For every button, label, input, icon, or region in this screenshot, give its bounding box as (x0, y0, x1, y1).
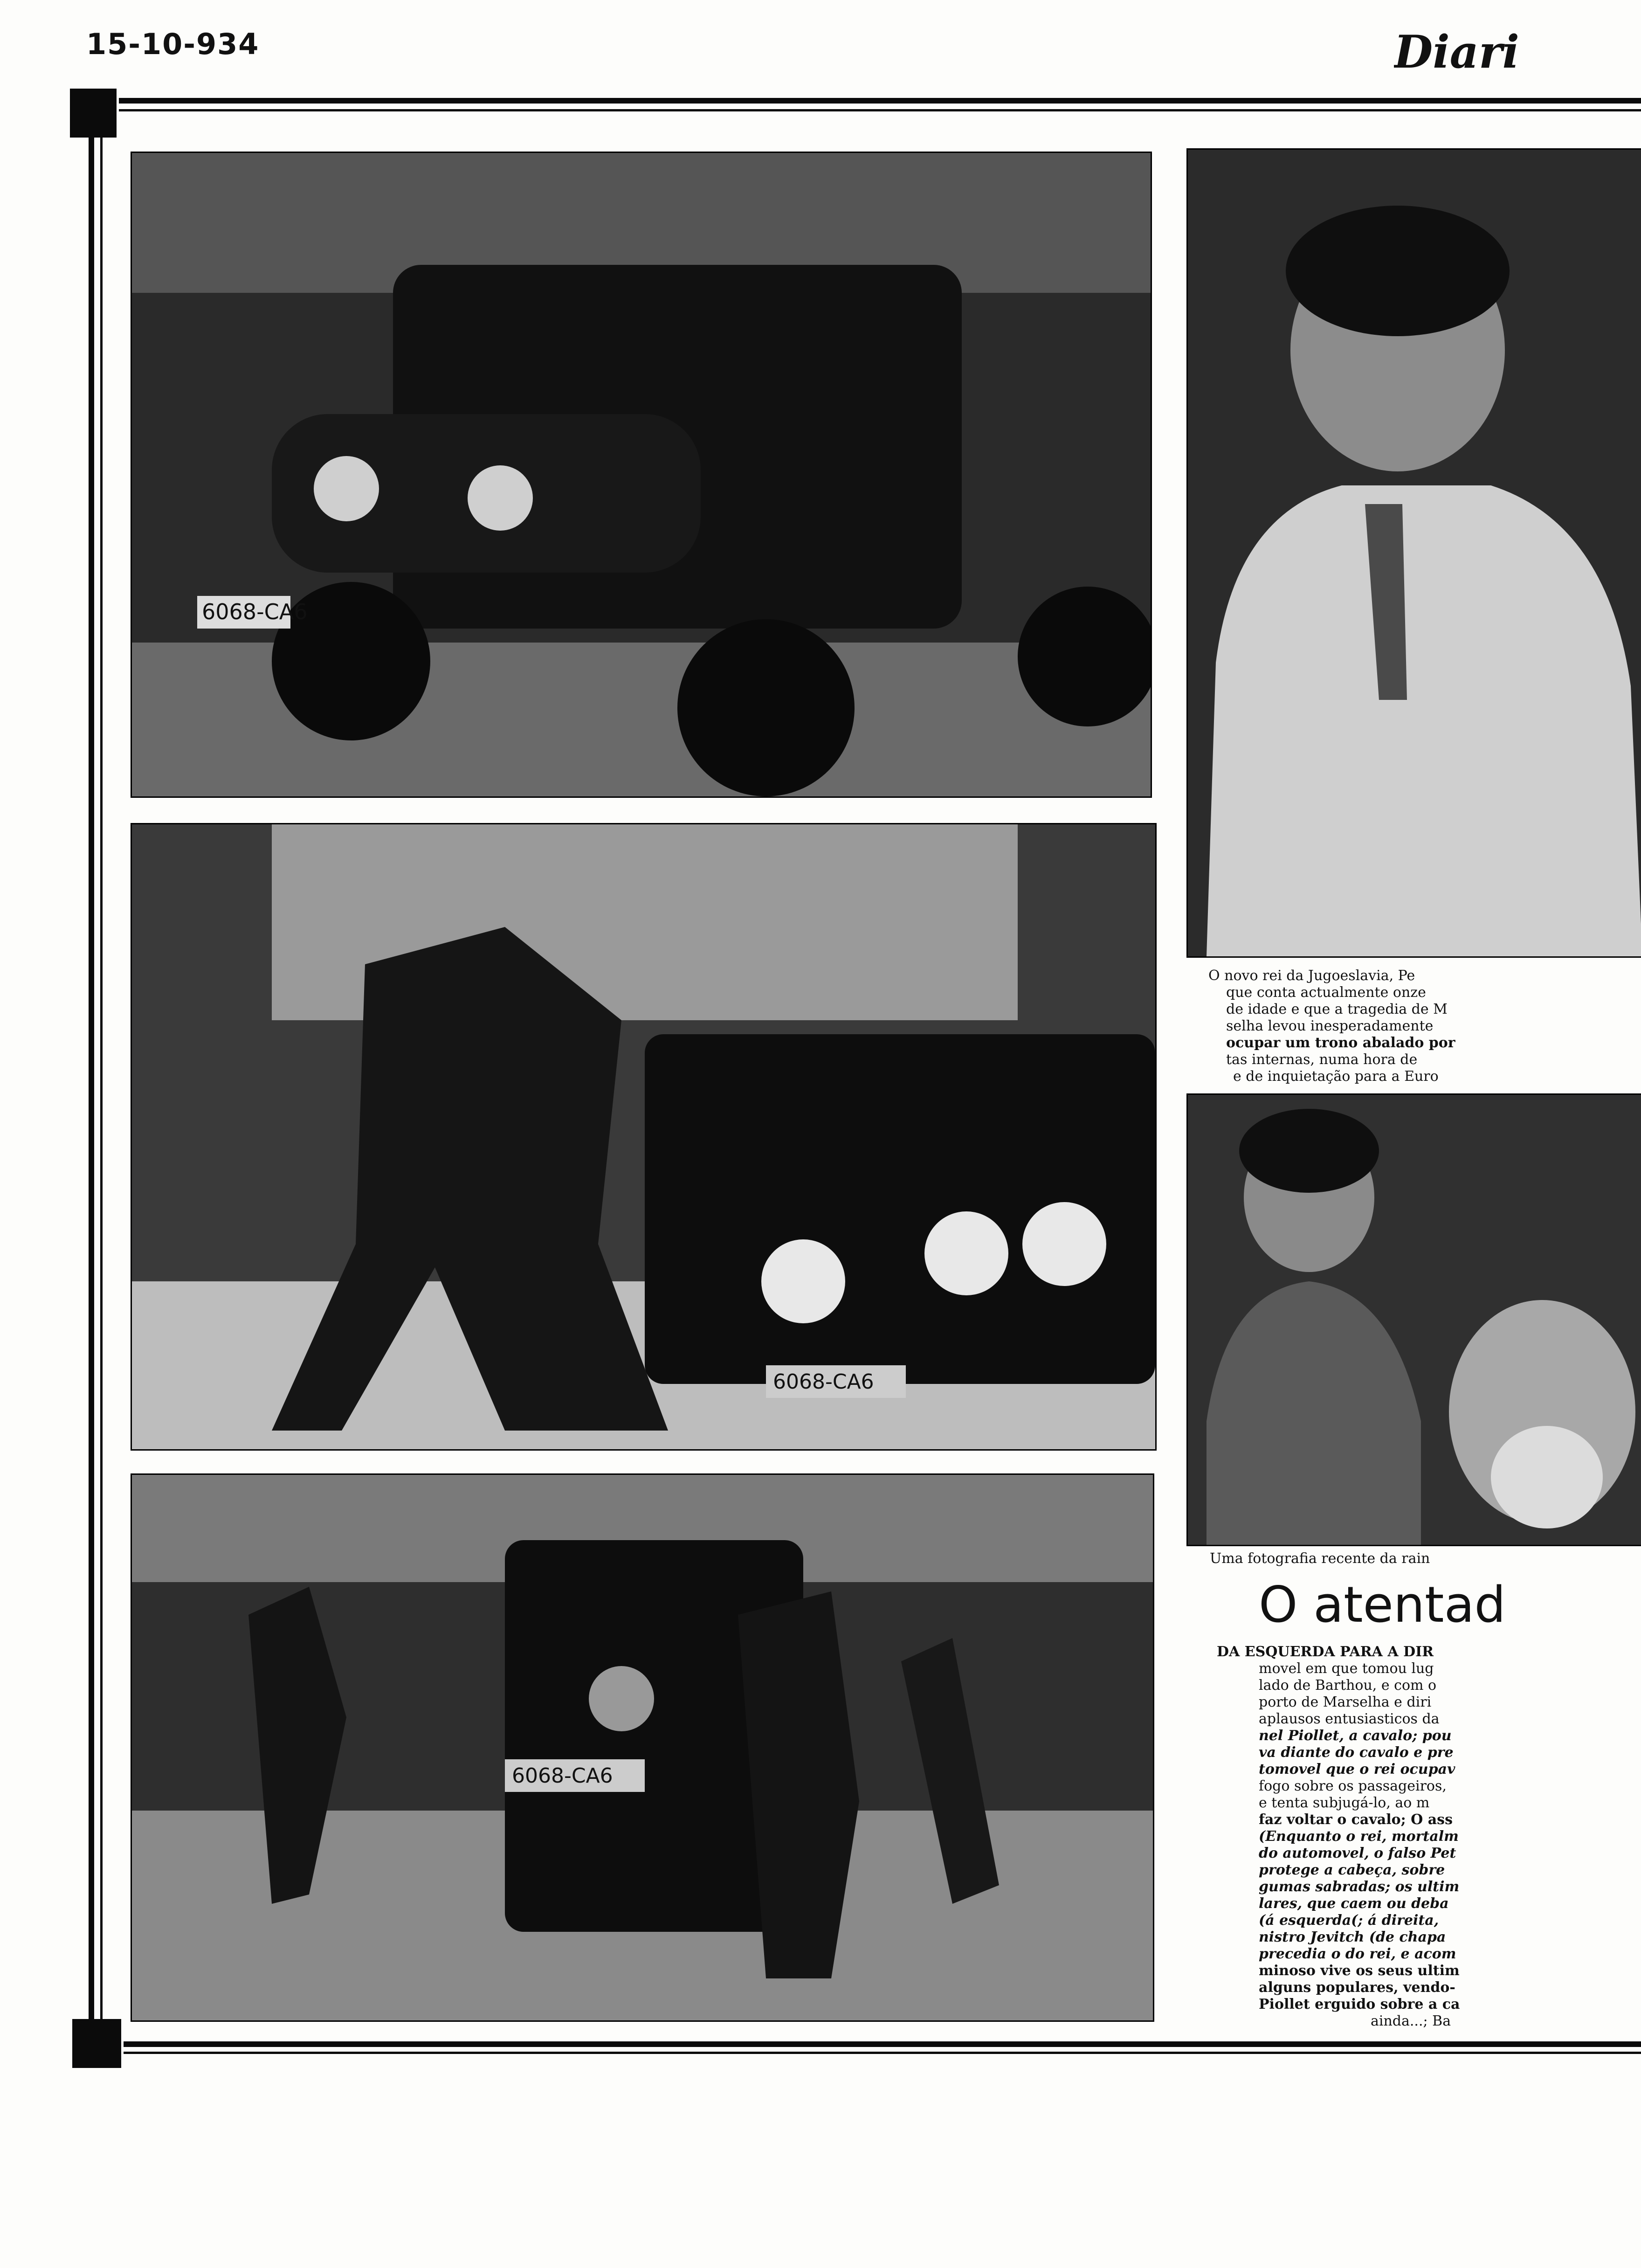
top-rule-thick (119, 98, 1641, 104)
photo-queen-portrait (1186, 1093, 1641, 1546)
photo-motorcade-car (131, 152, 1152, 798)
article-line: precedia o do rei, e acom (1259, 1946, 1456, 1962)
plate-photo-3: 6068-CA6 (512, 1764, 613, 1788)
caption-queen: Uma fotografia recente da rain (1210, 1550, 1430, 1567)
article-line: minoso vive os seus ultim (1259, 1963, 1460, 1979)
article-line: alguns populares, vendo- (1259, 1979, 1455, 1996)
article-line: (Enquanto o rei, mortalm (1259, 1828, 1459, 1845)
article-line: protege a cabeça, sobre (1259, 1862, 1445, 1878)
article-line: tomovel que o rei ocupav (1259, 1761, 1455, 1777)
caption-line: que conta actualmente onze (1226, 984, 1426, 1001)
article-line: lares, que caem ou deba (1259, 1895, 1449, 1912)
top-rule-thin (119, 109, 1641, 111)
article-line: do automovel, o falso Pet (1259, 1845, 1456, 1861)
article-line: nistro Jevitch (de chapa (1259, 1929, 1446, 1945)
article-line: (á esquerda(; á direita, (1259, 1912, 1439, 1929)
article-line: va diante do cavalo e pre (1259, 1744, 1454, 1761)
article-line: porto de Marselha e diri (1259, 1694, 1432, 1710)
article-body (1217, 1644, 1641, 2030)
article-line: aplausos entusiasticos da (1259, 1711, 1440, 1727)
issue-date: 15-10-934 (86, 27, 260, 61)
photo-horseman-charge (131, 823, 1157, 1451)
registration-mark-top (70, 89, 117, 138)
photo-crowd-struggle (131, 1473, 1154, 2022)
article-line: e tenta subjugá-lo, ao m (1259, 1795, 1430, 1811)
caption-line: O novo rei da Jugoeslavia, Pe (1208, 968, 1415, 984)
article-line: Piollet erguido sobre a ca (1259, 1996, 1460, 2012)
article-line: movel em que tomou lug (1259, 1660, 1434, 1677)
left-rule-thin (100, 138, 103, 2021)
caption-line: e de inquietação para a Euro (1233, 1068, 1439, 1085)
article-line: ainda...; Ba (1371, 2013, 1451, 2029)
bottom-rule-thick (124, 2041, 1641, 2047)
caption-young-king (1184, 968, 1641, 1085)
left-rule-thick (89, 138, 94, 2021)
article-line: faz voltar o cavalo; O ass (1259, 1812, 1453, 1828)
photo-young-king-portrait (1186, 148, 1641, 958)
article-line: gumas sabradas; os ultim (1259, 1879, 1460, 1895)
plate-photo-2: 6068-CA6 (773, 1370, 874, 1394)
registration-mark-bottom (72, 2019, 121, 2068)
caption-line: tas internas, numa hora de (1226, 1051, 1418, 1068)
article-line: nel Piollet, a cavalo; pou (1259, 1728, 1452, 1744)
article-headline: O atentad (1259, 1576, 1506, 1633)
bottom-rule-thin (124, 2052, 1641, 2054)
caption-line: ocupar um trono abalado por (1226, 1035, 1455, 1051)
caption-line: de idade e que a tragedia de M (1226, 1001, 1448, 1017)
plate-photo-1: 6068-CA6 (202, 599, 308, 624)
article-line: lado de Barthou, e com o (1259, 1677, 1437, 1694)
newspaper-masthead: Diari (1394, 26, 1519, 78)
article-line: fogo sobre os passageiros, (1259, 1778, 1447, 1794)
article-line: DA ESQUERDA PARA A DIR (1217, 1644, 1434, 1660)
caption-line: selha levou inesperadamente (1226, 1018, 1434, 1034)
